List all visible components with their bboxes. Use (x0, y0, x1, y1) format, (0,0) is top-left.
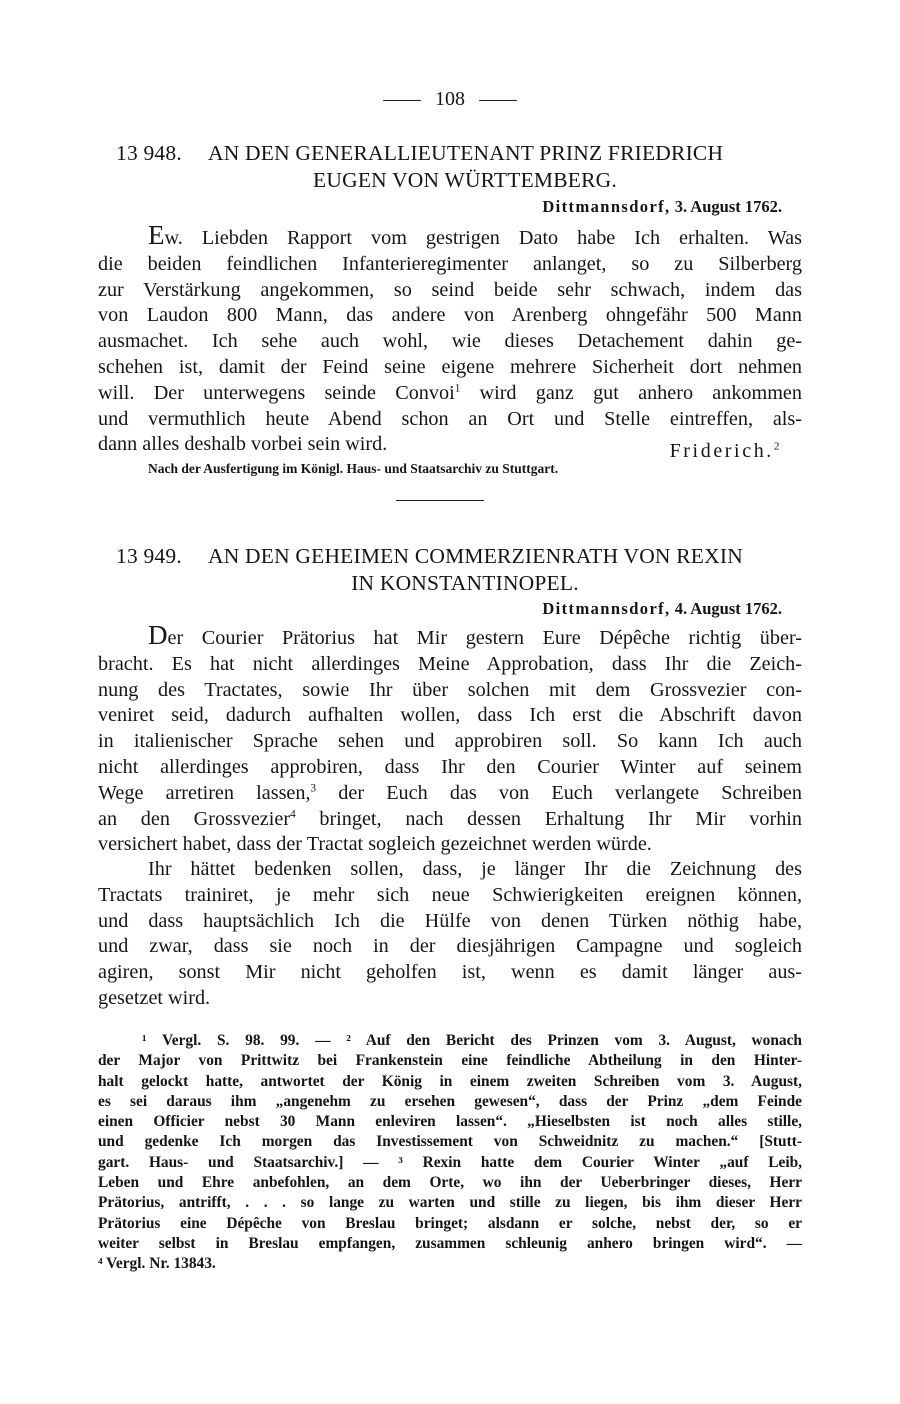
letter-2-title-line1: AN DEN GEHEIMEN COMMERZIENRATH VON REXIN (208, 544, 743, 568)
body-line: nung des Tractates, sowie Ihr über solchen mit dem Grossvezier con- (98, 678, 802, 701)
footnote-line: weiter selbst in Breslau empfangen, zusammen schleunig anhero bringen wird“. — (98, 1234, 802, 1252)
letter-2-paragraph-2 (98, 857, 802, 1012)
body-line: und zwar, dass sie noch in der diesjährigen Campagne und sogleich (98, 935, 802, 958)
body-line: an den Grossvezier$^4$ bringet, nach dessen Erhaltung Ihr Mir vorhin (98, 807, 802, 830)
letter-2-place: Dittmannsdorf, (542, 599, 671, 618)
footnote-line: der Major von Prittwitz bei Frankenstein eine feindliche Abtheilung in den Hinter- (98, 1052, 802, 1070)
section-separator (396, 500, 484, 501)
letter-1-title-line2: EUGEN VON WÜRTTEMBERG. (313, 168, 617, 192)
footnote-line: Leben und Ehre anbefohlen, an dem Orte, wo ihn der Ueberbringer dieses, Herr (98, 1174, 802, 1192)
footnote-ref: 2 (773, 440, 782, 453)
footnote-line: ⁴ Vergl. Nr. 13843. (98, 1255, 216, 1273)
footnote-line: es sei daraus ihm „angenehm zu ersehen gewesen“, dass der Prinz „dem Feinde (98, 1092, 802, 1110)
footnote-line: und gedenke Ich morgen das Investissement von Schweidnitz zu machen.“ [Stutt- (98, 1133, 802, 1151)
footnote-line: Prätorius, antrifft, . . . so lange zu warten und stille zu liegen, bis ihm dieser Herr (98, 1194, 802, 1212)
head-rule-right (479, 100, 517, 101)
letter-1-body (98, 220, 802, 458)
letter-1-source-note: Nach der Ausfertigung im Königl. Haus- und Staatsarchiv zu Stuttgart. (148, 461, 559, 476)
footnote-ref: 4 (290, 807, 296, 820)
body-line: die beiden feindlichen Infanterieregimenter anlanget, so zu Silberberg (98, 252, 802, 275)
book-page (98, 0, 802, 1404)
footnote-line: ¹ Vergl. S. 98. 99. — ² Auf den Bericht des Prinzen vom 3. August, wonach (142, 1032, 802, 1049)
body-line: Der Courier Prätorius hat Mir gestern Eure Dépêche richtig über- (148, 620, 802, 650)
footnote-line: gart. Haus- und Staatsarchiv.] — ³ Rexin hatte dem Courier Winter „auf Leib, (98, 1153, 802, 1171)
body-line: Ihr hättet bedenken sollen, dass, je länger Ihr die Zeichnung des (148, 858, 802, 880)
footnote-ref: 3 (310, 782, 317, 795)
running-head (98, 88, 802, 111)
letter-2-dateline (542, 599, 782, 619)
footnote-ref: 1 (454, 382, 461, 395)
footnotes (98, 1031, 802, 1275)
letter-2-title-line2: IN KONSTANTINOPEL. (351, 571, 579, 595)
drop-initial: E (148, 220, 165, 250)
letter-1-date: 3. August 1762. (674, 197, 782, 216)
body-line: Ew. Liebden Rapport vom gestrigen Dato habe Ich erhalten. Was (148, 220, 802, 250)
page-number: 108 (435, 88, 465, 110)
body-line: veniret seid, dadurch aufhalten wollen, dass Ich erst die Abschrift davon (98, 704, 802, 727)
body-line: ausmachet. Ich sehe auch wohl, wie dieses Detachement dahin ge- (98, 330, 802, 353)
footnote-line: halt gelockt hatte, antwortet der König in einem zweiten Schreiben vom 3. August, (98, 1072, 802, 1090)
letter-1-title-line1: AN DEN GENERALLIEUTENANT PRINZ FRIEDRICH (208, 141, 724, 165)
body-line: Tractats trainiret, je mehr sich neue Schwierigkeiten ereignen können, (98, 883, 802, 906)
head-rule-left (383, 100, 421, 101)
body-line: will. Der unterwegens seinde Convoi$^1$ wird ganz gut anhero ankommen (98, 381, 802, 404)
body-line: dann alles deshalb vorbei sein wird. (98, 433, 388, 456)
body-line: schehen ist, damit der Feind seine eigene mehrere Sicherheit dort nehmen (98, 355, 802, 378)
body-line: in italienischer Sprache sehen und approbiren soll. So kann Ich auch (98, 730, 802, 753)
letter-2-paragraph-1 (98, 620, 802, 858)
letter-1-signature: Friderich.$^2$ (669, 440, 782, 462)
letter-1-place: Dittmannsdorf, (542, 197, 671, 216)
body-line: Wege arretiren lassen,$^3$ der Euch das von Euch verlangete Schreiben (98, 781, 802, 804)
footnote-line: Prätorius eine Dépêche von Breslau bringet; alsdann er solche, nebst der, so er (98, 1214, 802, 1232)
letter-2-date: 4. August 1762. (674, 599, 782, 618)
body-line: und vermuthlich heute Abend schon an Ort und Stelle eintreffen, als- (98, 407, 802, 430)
body-line: von Laudon 800 Mann, das andere von Arenberg ohngefähr 500 Mann (98, 304, 802, 327)
letter-2-heading (98, 543, 802, 597)
letter-1-number: 13 948. (116, 141, 182, 165)
body-line: bracht. Es hat nicht allerdinges Meine Approbation, dass Ihr die Zeich- (98, 652, 802, 675)
body-line: nicht allerdinges approbiren, dass Ihr den Courier Winter auf seinem (98, 755, 802, 778)
drop-initial: D (148, 620, 168, 650)
footnote-line: einen Officier nebst 30 Mann enleviren lassen“. „Hieselbsten ist noch alles stille, (98, 1113, 802, 1131)
body-line: versichert habet, dass der Tractat sogleich gezeichnet werden würde. (98, 833, 652, 856)
letter-2-number: 13 949. (116, 544, 182, 568)
body-line: gesetzet wird. (98, 986, 211, 1009)
letter-1-dateline (542, 197, 782, 217)
body-line: und dass hauptsächlich Ich die Hülfe von denen Türken nöthig habe, (98, 909, 802, 932)
body-line: agiren, sonst Mir nicht geholfen ist, wenn es damit länger aus- (98, 961, 802, 984)
body-line: zur Verstärkung angekommen, so seind beide sehr schwach, indem das (98, 278, 802, 301)
letter-1-heading (98, 140, 802, 194)
